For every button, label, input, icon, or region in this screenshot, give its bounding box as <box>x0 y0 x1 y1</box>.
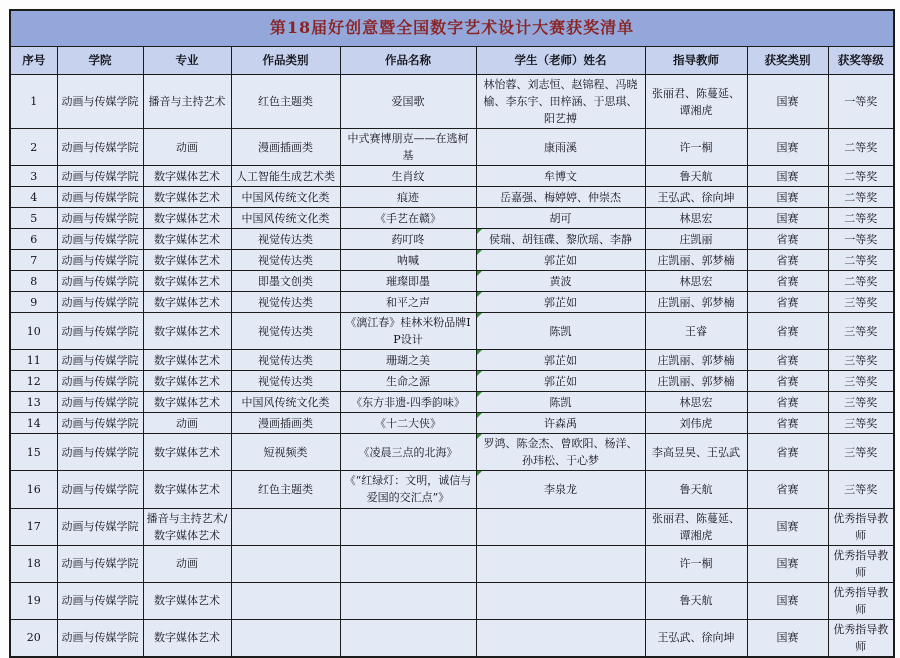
table-cell: 数字媒体艺术 <box>143 313 231 350</box>
cell-flag-triangle-icon <box>477 313 482 318</box>
table-cell: 视觉传达类 <box>231 229 340 250</box>
cell-flag-triangle-icon <box>477 413 482 418</box>
table-cell: 省赛 <box>747 392 828 413</box>
table-row <box>10 229 894 250</box>
column-header: 获奖类别 <box>747 47 828 75</box>
table-cell <box>340 545 476 582</box>
table-cell: 侯瑞、胡钰碟、黎欣瑶、李静 <box>476 229 645 250</box>
table-cell: 二等奖 <box>828 129 894 166</box>
table-cell: 优秀指导教师 <box>828 582 894 619</box>
column-header: 作品类别 <box>231 47 340 75</box>
page-title: 第18届好创意暨全国数字艺术设计大赛获奖清单 <box>10 10 894 47</box>
table-cell <box>231 582 340 619</box>
table-cell: 庄凯丽 <box>645 229 747 250</box>
table-cell: 陈凯 <box>476 313 645 350</box>
table-cell: 动画与传媒学院 <box>57 350 143 371</box>
table-cell: 二等奖 <box>828 187 894 208</box>
table-cell <box>476 545 645 582</box>
table-cell: 张丽君、陈蔓延、谭湘虎 <box>645 508 747 545</box>
table-cell <box>231 545 340 582</box>
table-cell: 庄凯丽、郭梦楠 <box>645 350 747 371</box>
table-cell: 人工智能生成艺术类 <box>231 166 340 187</box>
table-row <box>10 129 894 166</box>
table-cell: 省赛 <box>747 271 828 292</box>
table-cell: 李高昱昊、王弘武 <box>645 434 747 471</box>
table-cell: 19 <box>10 582 57 619</box>
table-cell: 20 <box>10 619 57 657</box>
table-cell: 《十二大侠》 <box>340 413 476 434</box>
table-cell: 二等奖 <box>828 208 894 229</box>
table-cell: 三等奖 <box>828 313 894 350</box>
table-cell: 14 <box>10 413 57 434</box>
cell-flag-triangle-icon <box>477 350 482 355</box>
table-cell: 视觉传达类 <box>231 350 340 371</box>
table-cell: 国赛 <box>747 582 828 619</box>
table-cell: 王睿 <box>645 313 747 350</box>
table-cell: 动画与传媒学院 <box>57 129 143 166</box>
table-cell: 刘伟虎 <box>645 413 747 434</box>
table-cell: 省赛 <box>747 371 828 392</box>
table-cell <box>340 619 476 657</box>
column-header: 作品名称 <box>340 47 476 75</box>
table-row <box>10 75 894 129</box>
table-cell: 王弘武、徐向坤 <box>645 187 747 208</box>
table-cell: 数字媒体艺术 <box>143 392 231 413</box>
table-cell <box>231 508 340 545</box>
table-cell: 林思宏 <box>645 271 747 292</box>
table-cell: 许一桐 <box>645 129 747 166</box>
table-cell: 13 <box>10 392 57 413</box>
table-row <box>10 250 894 271</box>
table-cell: 7 <box>10 250 57 271</box>
table-cell: 痕迹 <box>340 187 476 208</box>
table-cell <box>476 619 645 657</box>
table-row <box>10 392 894 413</box>
table-cell: 中式赛博朋克——在逃柯基 <box>340 129 476 166</box>
table-cell: 李泉龙 <box>476 471 645 508</box>
header-row <box>10 47 894 75</box>
table-cell: 动画与传媒学院 <box>57 229 143 250</box>
table-cell: 罗鸿、陈金杰、曾欧阳、杨洋、孙玮松、于心梦 <box>476 434 645 471</box>
table-cell: 省赛 <box>747 292 828 313</box>
table-cell: 三等奖 <box>828 471 894 508</box>
column-header: 学院 <box>57 47 143 75</box>
table-cell: 数字媒体艺术 <box>143 208 231 229</box>
table-cell: 中国风传统文化类 <box>231 208 340 229</box>
table-row <box>10 292 894 313</box>
table-cell: 视觉传达类 <box>231 250 340 271</box>
table-cell: 数字媒体艺术 <box>143 471 231 508</box>
table-row <box>10 313 894 350</box>
table-cell: 国赛 <box>747 208 828 229</box>
table-cell: 许森禹 <box>476 413 645 434</box>
cell-flag-triangle-icon <box>477 229 482 234</box>
table-cell: 林思宏 <box>645 392 747 413</box>
table-cell: 播音与主持艺术 <box>143 75 231 129</box>
table-cell: 鲁天航 <box>645 582 747 619</box>
table-cell: 动画与传媒学院 <box>57 166 143 187</box>
table-cell: 生命之源 <box>340 371 476 392</box>
table-cell: 庄凯丽、郭梦楠 <box>645 292 747 313</box>
table-cell: 动画与传媒学院 <box>57 392 143 413</box>
table-cell: 璀璨即墨 <box>340 271 476 292</box>
table-cell: 黄波 <box>476 271 645 292</box>
table-cell: 优秀指导教师 <box>828 619 894 657</box>
table-cell: 郭芷如 <box>476 371 645 392</box>
table-cell: 中国风传统文化类 <box>231 392 340 413</box>
table-cell: 动画与传媒学院 <box>57 250 143 271</box>
table-cell <box>340 582 476 619</box>
table-cell: 二等奖 <box>828 166 894 187</box>
table-cell: 林思宏 <box>645 208 747 229</box>
table-cell: 张丽君、陈蔓延、谭湘虎 <box>645 75 747 129</box>
table-cell: 国赛 <box>747 187 828 208</box>
table-cell: 红色主题类 <box>231 471 340 508</box>
table-cell: 10 <box>10 313 57 350</box>
table-cell: 三等奖 <box>828 292 894 313</box>
table-cell: 三等奖 <box>828 392 894 413</box>
table-cell: 珊瑚之美 <box>340 350 476 371</box>
table-cell: 12 <box>10 371 57 392</box>
table-cell: 胡可 <box>476 208 645 229</box>
table-cell: 省赛 <box>747 471 828 508</box>
title-row <box>10 10 894 47</box>
table-cell: 16 <box>10 471 57 508</box>
table-cell: 动画与传媒学院 <box>57 208 143 229</box>
table-row <box>10 350 894 371</box>
table-row <box>10 271 894 292</box>
table-cell: 动画与传媒学院 <box>57 582 143 619</box>
table-row <box>10 208 894 229</box>
table-cell: 红色主题类 <box>231 75 340 129</box>
table-cell: 呐喊 <box>340 250 476 271</box>
table-row <box>10 413 894 434</box>
table-cell: 视觉传达类 <box>231 313 340 350</box>
table-cell: 郭芷如 <box>476 292 645 313</box>
table-cell: 数字媒体艺术 <box>143 187 231 208</box>
table-cell: 郭芷如 <box>476 250 645 271</box>
table-cell: 动画与传媒学院 <box>57 371 143 392</box>
table-cell: 和平之声 <box>340 292 476 313</box>
table-cell: 数字媒体艺术 <box>143 292 231 313</box>
table-cell: 《凌晨三点的北海》 <box>340 434 476 471</box>
table-cell: 动画与传媒学院 <box>57 75 143 129</box>
table-cell: 1 <box>10 75 57 129</box>
table-cell: 数字媒体艺术 <box>143 229 231 250</box>
table-cell: 国赛 <box>747 545 828 582</box>
table-cell: 生肖纹 <box>340 166 476 187</box>
table-cell: 三等奖 <box>828 371 894 392</box>
table-cell: 省赛 <box>747 229 828 250</box>
table-row <box>10 371 894 392</box>
table-cell: 数字媒体艺术 <box>143 434 231 471</box>
table-cell: 省赛 <box>747 350 828 371</box>
table-cell: 动画与传媒学院 <box>57 508 143 545</box>
column-header: 获奖等级 <box>828 47 894 75</box>
table-cell <box>231 619 340 657</box>
column-header: 序号 <box>10 47 57 75</box>
table-cell: 一等奖 <box>828 229 894 250</box>
cell-flag-triangle-icon <box>477 392 482 397</box>
table-cell: 《“红绿灯：文明，诚信与爱国的交汇点”》 <box>340 471 476 508</box>
table-cell: 国赛 <box>747 166 828 187</box>
table-cell <box>476 508 645 545</box>
table-cell: 即墨文创类 <box>231 271 340 292</box>
table-cell: 药叮咚 <box>340 229 476 250</box>
table-cell: 15 <box>10 434 57 471</box>
table-row <box>10 434 894 471</box>
table-cell: 国赛 <box>747 619 828 657</box>
table-cell: 王弘武、徐向坤 <box>645 619 747 657</box>
table-cell: 数字媒体艺术 <box>143 350 231 371</box>
table-cell: 动画 <box>143 413 231 434</box>
table-cell: 6 <box>10 229 57 250</box>
cell-flag-triangle-icon <box>477 434 482 439</box>
table-cell: 动画 <box>143 129 231 166</box>
table-cell: 动画与传媒学院 <box>57 545 143 582</box>
table-cell: 康雨溪 <box>476 129 645 166</box>
table-cell: 播音与主持艺术/数字媒体艺术 <box>143 508 231 545</box>
table-cell: 三等奖 <box>828 434 894 471</box>
table-row <box>10 582 894 619</box>
table-cell: 岳嘉强、梅婷婷、仲崇杰 <box>476 187 645 208</box>
table-cell: 短视频类 <box>231 434 340 471</box>
table-cell: 2 <box>10 129 57 166</box>
table-cell: 漫画插画类 <box>231 129 340 166</box>
table-cell: 《漓江春》桂林米粉品牌IP设计 <box>340 313 476 350</box>
table-cell: 动画 <box>143 545 231 582</box>
table-row <box>10 508 894 545</box>
table-cell: 数字媒体艺术 <box>143 166 231 187</box>
table-cell <box>340 508 476 545</box>
table-cell: 《东方非遗-四季韵味》 <box>340 392 476 413</box>
table-cell: 17 <box>10 508 57 545</box>
table-row <box>10 471 894 508</box>
table-cell: 林怡蓉、刘志恒、赵锦程、冯晓榆、李东宇、田梓涵、于思琪、阳艺搏 <box>476 75 645 129</box>
table-cell: 优秀指导教师 <box>828 545 894 582</box>
column-header: 学生（老师）姓名 <box>476 47 645 75</box>
table-cell: 11 <box>10 350 57 371</box>
cell-flag-triangle-icon <box>477 371 482 376</box>
column-header: 专业 <box>143 47 231 75</box>
table-cell: 数字媒体艺术 <box>143 271 231 292</box>
table-cell: 漫画插画类 <box>231 413 340 434</box>
table-cell: 陈凯 <box>476 392 645 413</box>
table-cell: 18 <box>10 545 57 582</box>
table-cell: 庄凯丽、郭梦楠 <box>645 371 747 392</box>
table-cell: 数字媒体艺术 <box>143 371 231 392</box>
table-cell: 国赛 <box>747 75 828 129</box>
column-header: 指导教师 <box>645 47 747 75</box>
table-cell: 二等奖 <box>828 271 894 292</box>
table-cell: 三等奖 <box>828 350 894 371</box>
table-cell: 4 <box>10 187 57 208</box>
table-cell: 8 <box>10 271 57 292</box>
table-cell: 《手艺在赣》 <box>340 208 476 229</box>
table-cell: 国赛 <box>747 129 828 166</box>
table-cell: 数字媒体艺术 <box>143 619 231 657</box>
table-cell: 动画与传媒学院 <box>57 271 143 292</box>
table-cell: 3 <box>10 166 57 187</box>
table-cell: 5 <box>10 208 57 229</box>
table-cell: 数字媒体艺术 <box>143 582 231 619</box>
table-cell: 爱国歌 <box>340 75 476 129</box>
table-row <box>10 166 894 187</box>
table-cell: 数字媒体艺术 <box>143 250 231 271</box>
table-row <box>10 619 894 657</box>
table-cell: 庄凯丽、郭梦楠 <box>645 250 747 271</box>
awards-spreadsheet <box>9 9 893 658</box>
cell-flag-triangle-icon <box>477 271 482 276</box>
table-row <box>10 545 894 582</box>
table-cell: 省赛 <box>747 250 828 271</box>
cell-flag-triangle-icon <box>477 471 482 476</box>
table-cell <box>476 582 645 619</box>
table-cell: 许一桐 <box>645 545 747 582</box>
table-cell: 省赛 <box>747 313 828 350</box>
table-row <box>10 187 894 208</box>
table-cell: 省赛 <box>747 434 828 471</box>
table-cell: 牟博文 <box>476 166 645 187</box>
table-cell: 动画与传媒学院 <box>57 413 143 434</box>
table-cell: 省赛 <box>747 413 828 434</box>
cell-flag-triangle-icon <box>477 250 482 255</box>
cell-flag-triangle-icon <box>477 292 482 297</box>
table-cell: 鲁天航 <box>645 471 747 508</box>
table-cell: 视觉传达类 <box>231 292 340 313</box>
table-cell: 二等奖 <box>828 250 894 271</box>
table-cell: 动画与传媒学院 <box>57 292 143 313</box>
table-cell: 三等奖 <box>828 413 894 434</box>
table-cell: 郭芷如 <box>476 350 645 371</box>
table-cell: 动画与传媒学院 <box>57 471 143 508</box>
table-cell: 动画与传媒学院 <box>57 619 143 657</box>
table-cell: 鲁天航 <box>645 166 747 187</box>
table-cell: 动画与传媒学院 <box>57 434 143 471</box>
table-cell: 9 <box>10 292 57 313</box>
table-cell: 动画与传媒学院 <box>57 313 143 350</box>
table-cell: 国赛 <box>747 508 828 545</box>
table-cell: 动画与传媒学院 <box>57 187 143 208</box>
table-cell: 中国风传统文化类 <box>231 187 340 208</box>
awards-table <box>9 9 895 658</box>
table-cell: 优秀指导教师 <box>828 508 894 545</box>
table-cell: 一等奖 <box>828 75 894 129</box>
table-cell: 视觉传达类 <box>231 371 340 392</box>
